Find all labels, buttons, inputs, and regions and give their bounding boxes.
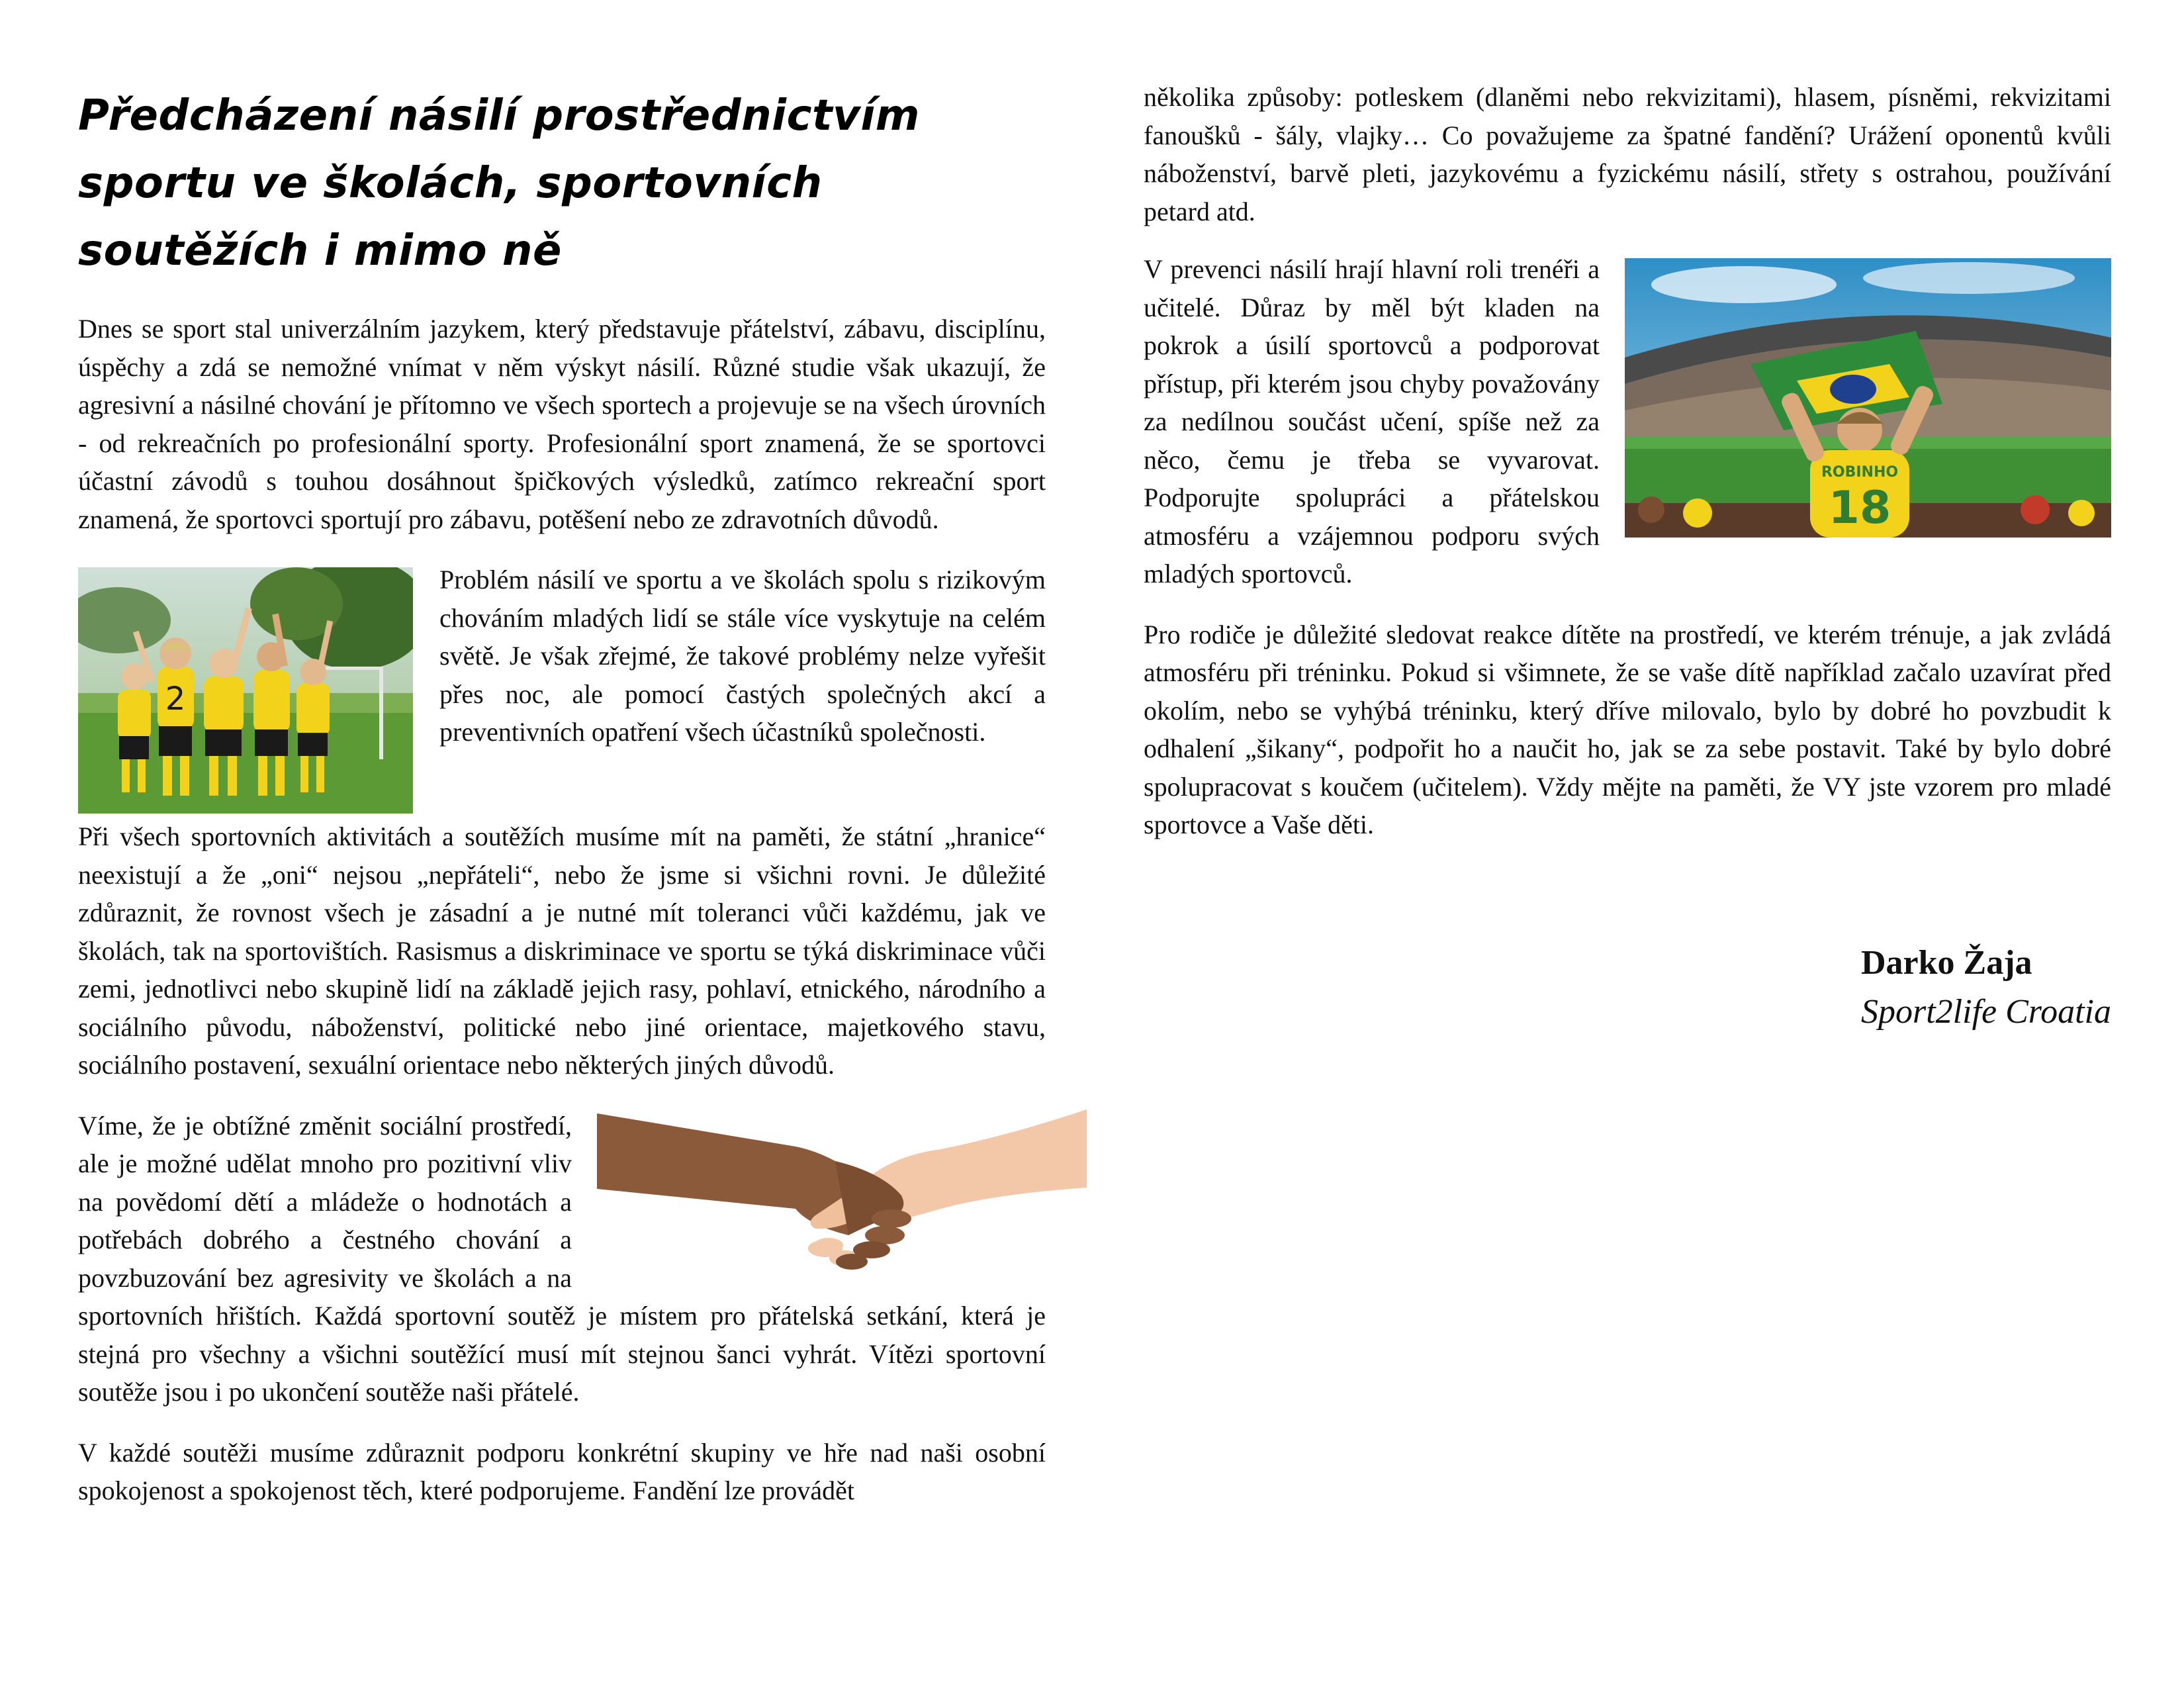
paragraph-problem: Problém násilí ve sportu a ve školách spolu s rizikovým chováním mladých lidí se stále více vyskytuje na celém světě. Je však zřejmé, že takové problémy nelze vyřešit přes noc, ale pomocí častých společných akcí a preventivních opatření všech účastníků společnosti. bbox=[439, 565, 1046, 747]
article-title: Předcházení násilí prostřednictvím sportu ve školách, sportovních soutěžích i mimo ně bbox=[78, 91, 920, 275]
paragraph-cheering-part1: V každé soutěži musíme zdůraznit podporu konkrétní skupiny ve hře nad naši osobní spokojenost a spokojenost těch, které podporujeme. Fandění lze provádět bbox=[78, 1437, 1046, 1505]
paragraph-cheering-part2: několika způsoby: potleskem (dlaněmi nebo rekvizitami), hlasem, písněmi, rekvizitami fanoušků - šály, vlajky… Co považujeme za špatné fandění? Urážení oponentů kvůli náboženství, barvě pleti, jazykovému a fyzickému násilí, střety s ostrahou, používání petard atd. bbox=[1144, 82, 2111, 226]
photo-kids-huddle bbox=[78, 567, 413, 814]
author-name: Darko Žaja bbox=[1861, 944, 2032, 982]
paragraph-intro: Dnes se sport stal univerzálním jazykem, který představuje přátelství, zábavu, disciplínu, úspěchy a zdá se nemožné vnímat v něm výskyt násilí. Různé studie však ukazují, že agresivní a násilné chování je přítomno ve všech sportech a projevuje se na všech úrovních - od rekreačních po profesionální sporty. Profesionální sport znamená, že se sportovci účastní závodů s touhou dosáhnout špičkových výsledků, zatímco rekreační sport znamená, že sportovci sportují pro zábavu, potěšení nebo ze zdravotních důvodů. bbox=[78, 314, 1046, 534]
stadium-fan-photo bbox=[1625, 258, 2111, 538]
fan-jersey-number: 18 bbox=[1828, 482, 1891, 534]
left-column bbox=[78, 73, 1046, 1532]
fan-jersey-name: ROBINHO bbox=[1821, 464, 1899, 481]
author-signature bbox=[1861, 939, 2111, 1037]
handshake-illustration bbox=[597, 1109, 1087, 1275]
photo-stadium-fan bbox=[1625, 258, 2111, 538]
kids-football-photo bbox=[78, 567, 413, 814]
paragraph-parents: Pro rodiče je důležité sledovat reakce dítěte na prostředí, ve kterém trénuje, a jak zvládá atmosféru při tréninku. Pokud si všimnete, že se vaše dítě například začalo uzavírat před okolím, nebo se vyhýbá tréninku, který dříve milovalo, bylo by dobré ho povzbudit k odhalení „šikany“, podpořit ho a naučit ho, jak se za sebe postavit. Také by bylo dobré spolupracovat s koučem (učitelem). Vždy mějte na paměti, že VY jste vzorem pro mladé sportovce a Vaše děti. bbox=[1144, 619, 2111, 839]
paragraph-coaches: V prevenci násilí hrají hlavní roli trenéři a učitelé. Důraz by měl být kladen na pokrok a úsilí sportovců a podporovat přístup, při kterém jsou chyby považovány za nedílnou součást učení, spíše než za něco, čemu je třeba se vyvarovat. Podporujte spolupráci a přátelskou atmosféru a vzájemnou podporu svých mladých sportovců. bbox=[1144, 254, 1600, 588]
paragraph-social: Víme, že je obtížné změnit sociální prostředí, ale je možné udělat mnoho pro pozitivní vliv na povědomí dětí a mládeže o hodnotách a potřebách dobrého a čestného chování a povzbuzování bez agresivity ve školách a na sportovních hřištích. Každá sportovní soutěž je místem pro přátelská setkání, která je stejná pro všechny a všichni soutěžící musí mít stejnou šanci vyhrát. Vítězi sportovní soutěže jsou i po ukončení soutěže naši přátelé. bbox=[78, 1110, 1046, 1407]
paragraph-borders: Při všech sportovních aktivitách a soutěžích musíme mít na paměti, že státní „hranice“ neexistují a že „oni“ nejsou „nepřáteli“, nebo že jsme si všichni rovni. Je důležité zdůraznit, že rovnost všech je zásadní a je nutné mít toleranci vůči každému, jak ve školách, tak na sportovištích. Rasismus a diskriminace ve sportu se týká diskriminace vůči zemi, jednotlivci nebo skupině lidí na základě jejich rasy, pohlaví, etnického, národního a sociálního původu, náboženství, politické nebo jiné orientace, majetkového stavu, sociálního postavení, sexuální orientace nebo některých jiných důvodů. bbox=[78, 821, 1046, 1080]
photo-handshake bbox=[597, 1109, 1087, 1275]
author-organization: Sport2life Croatia bbox=[1861, 993, 2111, 1031]
right-column bbox=[1144, 78, 2111, 1031]
kids-jersey-number: 2 bbox=[165, 680, 186, 718]
